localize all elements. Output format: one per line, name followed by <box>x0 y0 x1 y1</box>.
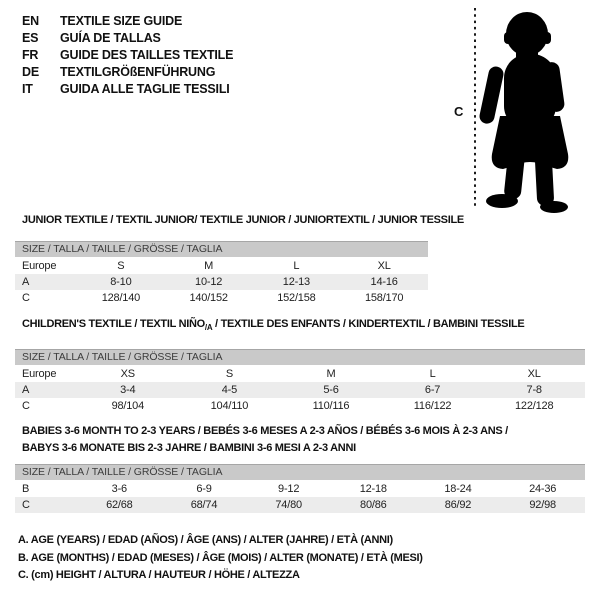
size-value-cell: 14-16 <box>370 276 398 288</box>
size-value-cell: S <box>117 260 125 272</box>
language-row-it <box>22 81 233 98</box>
size-value-cell: 92/98 <box>529 499 556 511</box>
size-row <box>15 497 585 513</box>
size-value-cell: 110/116 <box>312 400 350 413</box>
size-value-cell: 6-9 <box>196 483 212 495</box>
size-row <box>15 258 428 274</box>
row-label-cell: A <box>22 276 30 288</box>
size-header-bar: SIZE / TALLA / TAILLE / GRÖSSE / TAGLIA <box>15 241 428 257</box>
size-value-cell: M <box>204 260 214 272</box>
size-header-bar: SIZE / TALLA / TAILLE / GRÖSSE / TAGLIA <box>15 349 585 365</box>
babies-size-table <box>15 481 585 513</box>
size-row <box>15 481 585 497</box>
size-header-bar: SIZE / TALLA / TAILLE / GRÖSSE / TAGLIA <box>15 464 585 480</box>
language-title-block <box>22 13 233 98</box>
size-value-cell: 12-13 <box>282 276 310 288</box>
height-label-c: C <box>454 104 464 119</box>
size-value-cell: S <box>225 368 233 381</box>
size-value-cell: L <box>293 260 300 272</box>
size-value-cell: 68/74 <box>190 499 218 511</box>
size-value-cell: 62/68 <box>106 499 133 511</box>
children-title-post: / TEXTILE DES ENFANTS / KINDERTEXTIL / BAMBINI TESSILE <box>212 318 525 330</box>
size-value-cell: 86/92 <box>444 499 472 511</box>
size-value-cell: XL <box>527 368 541 381</box>
language-code: DE <box>22 65 39 79</box>
size-value-cell: 74/80 <box>275 499 302 511</box>
babies-table-title-line1: BABIES 3-6 MONTH TO 2-3 YEARS / BEBÉS 3-6 MESES A 2-3 AÑOS / BÉBÉS 3-6 MOIS À 2-3 ANS / <box>22 425 508 437</box>
size-value-cell: 122/128 <box>515 400 554 413</box>
junior-textile-section <box>15 214 585 306</box>
junior-table-title: JUNIOR TEXTILE / TEXTIL JUNIOR/ TEXTILE JUNIOR / JUNIORTEXTIL / JUNIOR TESSILE <box>22 214 464 226</box>
size-value-cell: 6-7 <box>424 384 441 397</box>
note-age-months: B. AGE (MONTHS) / EDAD (MESES) / ÂGE (MOIS) / ALTER (MONATE) / ETÀ (MESI) <box>18 551 423 564</box>
row-label-cell: C <box>22 292 30 304</box>
size-value-cell: 152/158 <box>277 292 316 304</box>
babies-textile-section <box>15 423 585 513</box>
row-label-cell: A <box>22 384 30 397</box>
size-row <box>15 366 585 382</box>
language-code: EN <box>22 14 39 28</box>
children-textile-section <box>15 318 585 414</box>
size-value-cell: 104/110 <box>210 400 249 413</box>
size-value-cell: 3-4 <box>120 384 136 397</box>
size-value-cell: 10-12 <box>195 276 223 288</box>
size-value-cell: 7-8 <box>526 384 542 397</box>
guide-title-it: GUIDA ALLE TAGLIE TESSILI <box>60 82 230 96</box>
row-label-cell: Europe <box>22 260 57 272</box>
size-value-cell: 8-10 <box>110 276 132 288</box>
size-value-cell: 116/122 <box>413 400 452 413</box>
children-table-title <box>15 318 585 334</box>
size-value-cell: M <box>326 368 336 381</box>
size-value-cell: XS <box>120 368 135 381</box>
children-title-sub: /A <box>204 323 213 333</box>
language-code: ES <box>22 31 39 45</box>
babies-table-title-line2: BABYS 3-6 MONATE BIS 2-3 JAHRE / BAMBINI 3-6 MESI A 2-3 ANNI <box>22 442 356 454</box>
size-value-cell: 80/86 <box>360 499 387 511</box>
language-code: FR <box>22 48 39 62</box>
row-label-cell: B <box>22 483 30 495</box>
size-row <box>15 290 428 306</box>
guide-title-es: GUÍA DE TALLAS <box>60 31 161 45</box>
guide-title-fr: GUIDE DES TAILLES TEXTILE <box>60 48 234 62</box>
guide-title-en: TEXTILE SIZE GUIDE <box>60 14 183 28</box>
size-value-cell: 24-36 <box>529 483 557 495</box>
size-row <box>15 398 585 414</box>
note-height-cm: C. (cm) HEIGHT / ALTURA / HAUTEUR / HÖHE / ALTEZZA <box>18 569 300 581</box>
size-value-cell: 3-6 <box>111 483 127 495</box>
size-row <box>15 382 585 398</box>
children-size-table <box>15 366 585 414</box>
baby-figure-area <box>450 4 585 214</box>
row-label-cell: C <box>22 400 30 413</box>
language-row-en <box>22 13 233 30</box>
children-title-pre: CHILDREN'S TEXTILE / TEXTIL NIÑO <box>22 318 205 330</box>
size-value-cell: 9-12 <box>278 483 300 495</box>
baby-silhouette <box>478 12 568 213</box>
size-value-cell: XL <box>377 260 391 272</box>
size-value-cell: L <box>429 368 436 381</box>
size-value-cell: 4-5 <box>221 384 238 397</box>
size-value-cell: 140/152 <box>189 292 228 304</box>
row-label-cell: Europe <box>22 368 57 381</box>
size-row <box>15 274 428 290</box>
guide-title-de: TEXTILGRÖßENFÜHRUNG <box>60 65 216 79</box>
legend-notes <box>18 532 423 585</box>
language-code: IT <box>22 82 33 96</box>
size-value-cell: 18-24 <box>444 483 472 495</box>
row-label-cell: C <box>22 499 30 511</box>
language-row-es <box>22 30 233 47</box>
note-age-years: A. AGE (YEARS) / EDAD (AÑOS) / ÂGE (ANS) / ALTER (JAHRE) / ETÀ (ANNI) <box>18 534 393 546</box>
size-value-cell: 158/170 <box>364 292 404 304</box>
size-value-cell: 5-6 <box>323 384 339 397</box>
size-value-cell: 12-18 <box>359 483 387 495</box>
language-row-fr <box>22 47 233 64</box>
language-row-de <box>22 64 233 81</box>
size-value-cell: 128/140 <box>101 292 141 304</box>
junior-size-table <box>15 258 428 306</box>
size-value-cell: 98/104 <box>111 400 145 413</box>
